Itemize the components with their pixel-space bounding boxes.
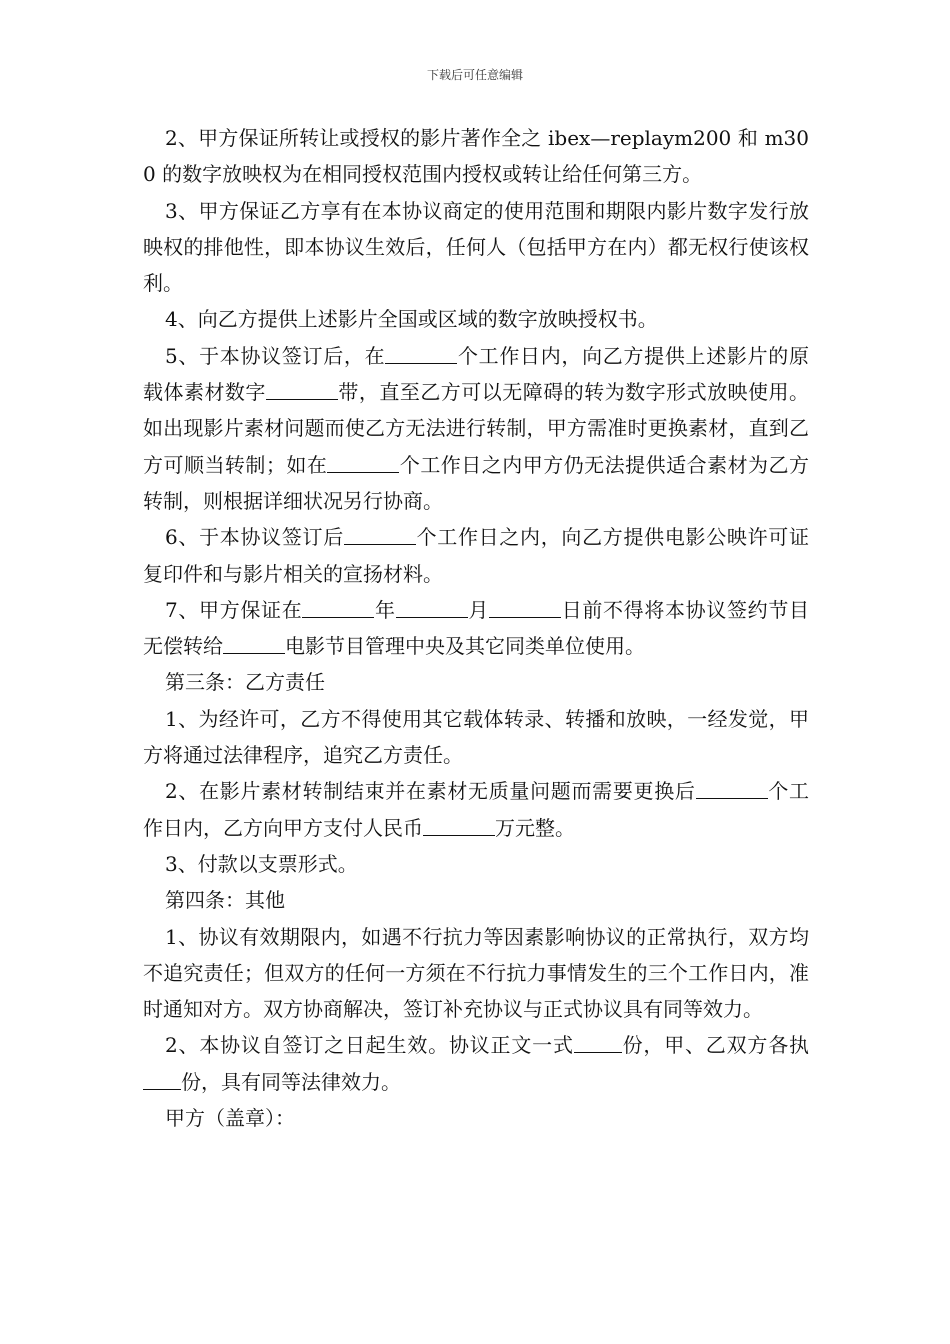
clause-text: 个工作日之内甲方仍无法提供适合素材为乙方转制，则根据详细状况另行协商。 [143, 452, 810, 513]
clause-text: 个工作日内，向乙方提供上述影片的原载体素材数字 [143, 343, 809, 405]
clause-text: 万元整。 [495, 815, 575, 840]
page-header: 下载后可任意编辑 [426, 68, 523, 82]
clause-text: 月 [467, 597, 490, 622]
clause-text: 年 [374, 597, 396, 622]
fill-blank[interactable] [423, 817, 495, 836]
clause-text: 电影节目管理中央及其它同类单位使用。 [285, 634, 645, 659]
clause-3-1: 1、为经许可，乙方不得使用其它载体转录、转播和放映，一经发觉，甲方将通过法律程序，追究乙方责任。 [143, 706, 809, 768]
fill-blank[interactable] [396, 599, 468, 618]
clause-text: 2、本协议自签订之日起生效。协议正文一式 [165, 1033, 574, 1058]
article-4-heading: 第四条：其他 [165, 888, 285, 913]
clause-2-5 [143, 338, 809, 519]
clause-2-7 [143, 592, 809, 665]
fill-blank[interactable] [327, 454, 399, 473]
party-a-signature-line: 甲方（盖章）： [165, 1106, 295, 1131]
fill-blank[interactable] [574, 1034, 622, 1053]
clause-text: 2、在影片素材转制结束并在素材无质量问题而需要更换后 [165, 779, 696, 804]
clause-2-6 [143, 519, 809, 592]
fill-blank[interactable] [266, 381, 338, 400]
clause-2-3: 3、甲方保证乙方享有在本协议商定的使用范围和期限内影片数字发行放映权的排他性，即本协议生效后，任何人（包括甲方在内）都无权行使该权利。 [143, 198, 809, 296]
clause-4-1: 1、协议有效期限内，如遇不行抗力等因素影响协议的正常执行，双方均不追究责任；但双方的任何一方须在不行抗力事情发生的三个工作日内，准时通知对方。双方协商解决，签订补充协议与正式协议具有同等效力。 [143, 924, 809, 1022]
fill-blank[interactable] [385, 345, 457, 364]
fill-blank[interactable] [489, 599, 561, 618]
fill-blank[interactable] [143, 1071, 181, 1090]
clause-3-2 [143, 773, 809, 846]
clause-text: 份，甲、乙双方各执 [621, 1033, 810, 1058]
fill-blank[interactable] [302, 599, 374, 618]
clause-text: 带，直至乙方可以无障碍的转为数字形式放映使用。如出现影片素材问题而使乙方无法进行转制，甲方需准时更换素材，直到乙方可顺当转制；如在 [143, 380, 810, 477]
document-body [143, 120, 809, 1136]
fill-blank[interactable] [344, 526, 416, 545]
clause-text: 个工作日内，乙方向甲方支付人民币 [143, 779, 810, 840]
fill-blank[interactable] [696, 780, 768, 799]
clause-text: 5、于本协议签订后，在 [165, 343, 386, 368]
clause-text: 份，具有同等法律效力。 [181, 1069, 401, 1094]
clause-text: 7、甲方保证在 [165, 597, 303, 622]
clause-2-4: 4、向乙方提供上述影片全国或区域的数字放映授权书。 [165, 307, 658, 332]
clause-4-2 [143, 1027, 809, 1100]
clause-2-2: 2、甲方保证所转让或授权的影片著作全之 ibex—replaym200 和 m300 的数字放映权为在相同授权范围内授权或转让给任何第三方。 [143, 126, 809, 187]
clause-text: 日前不得将本协议签约节目无偿转给 [143, 597, 809, 659]
clause-3-3: 3、付款以支票形式。 [165, 851, 358, 876]
fill-blank[interactable] [223, 635, 285, 654]
article-3-heading: 第三条：乙方责任 [165, 670, 325, 695]
clause-text: 个工作日之内，向乙方提供电影公映许可证复印件和与影片相关的宣扬材料。 [143, 525, 809, 586]
clause-text: 6、于本协议签订后 [165, 525, 344, 550]
